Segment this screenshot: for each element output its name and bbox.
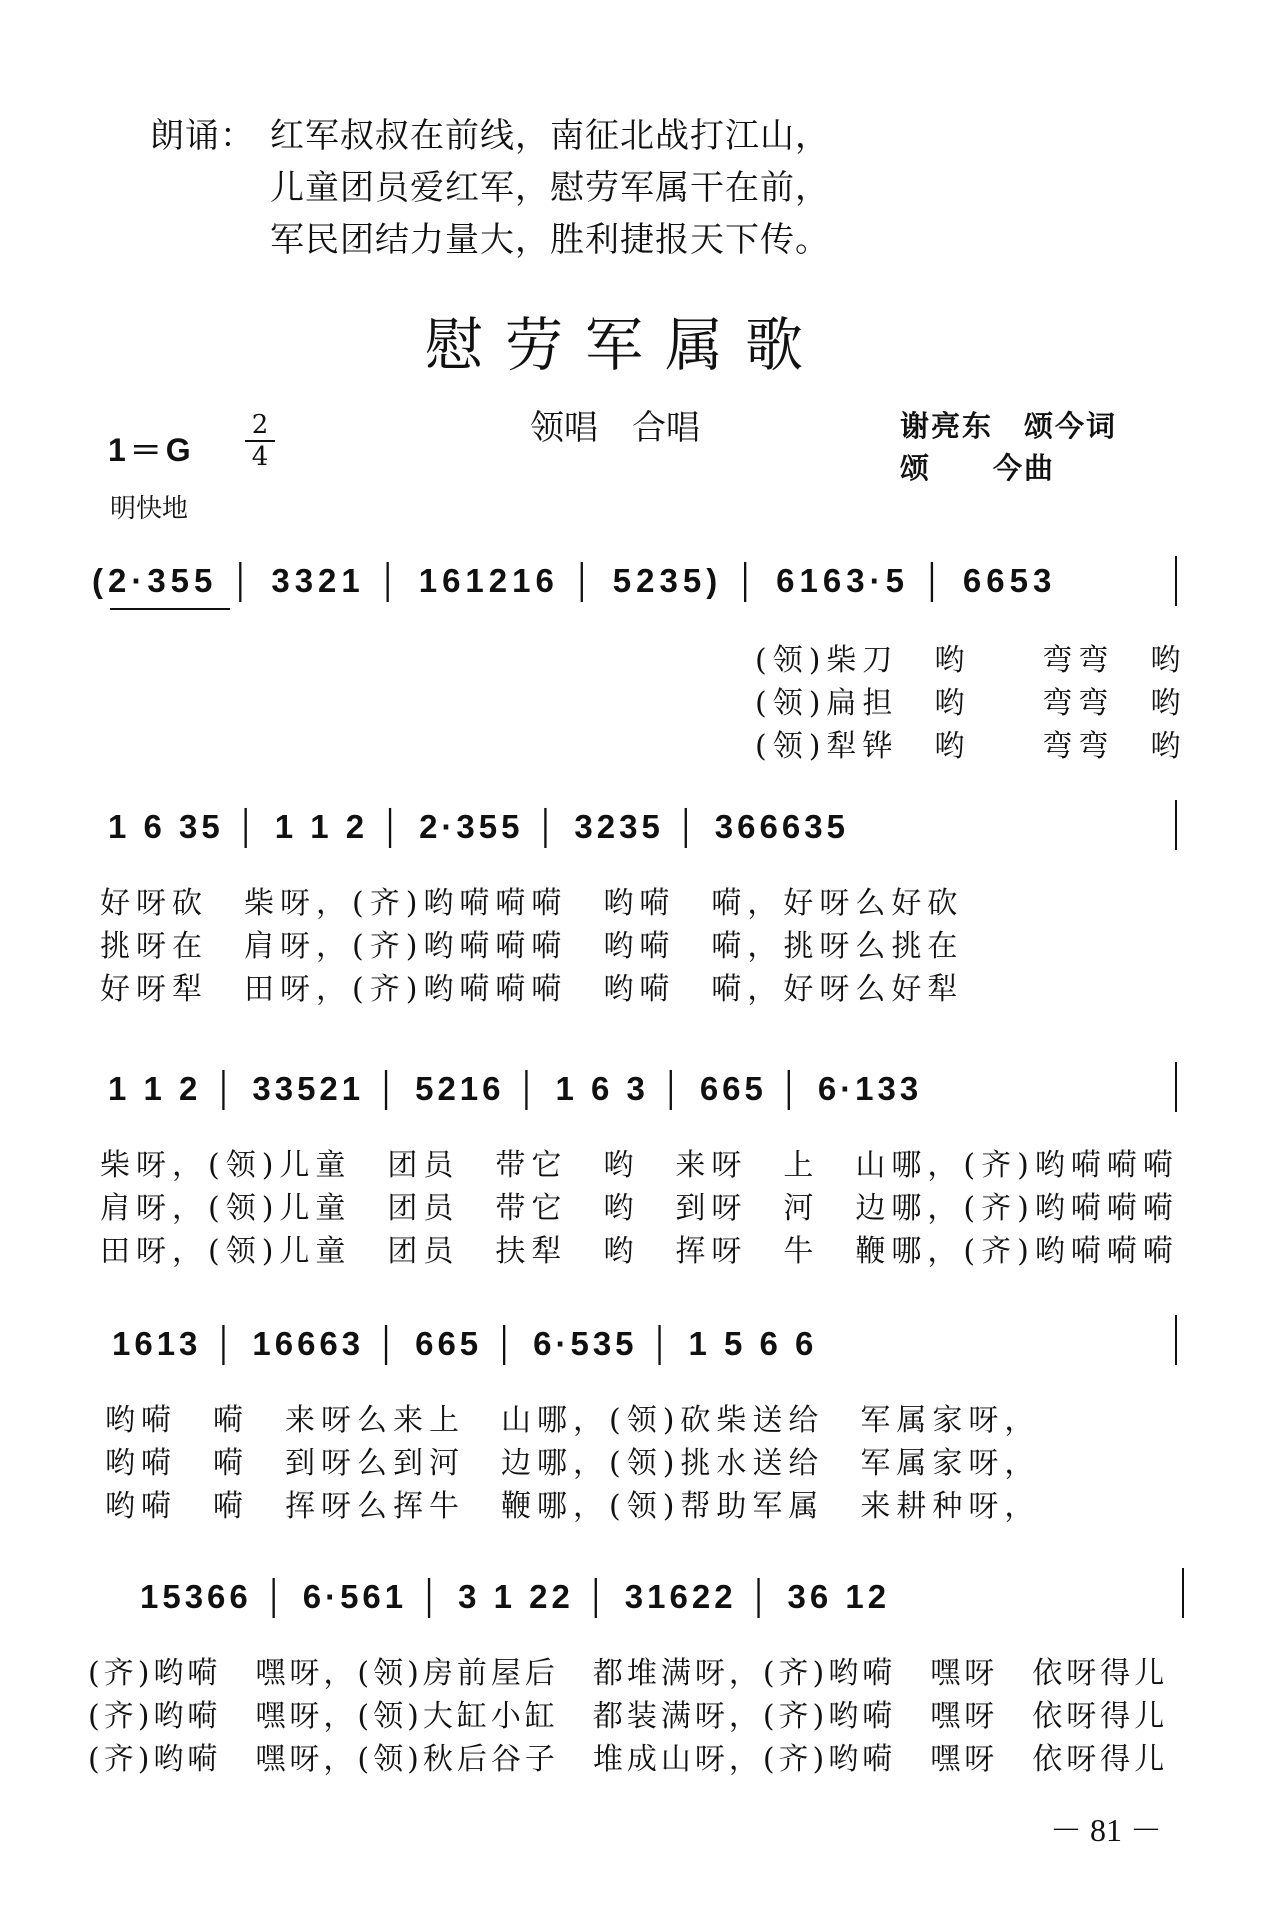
time-numerator: 2 bbox=[251, 410, 269, 440]
song-title: 慰劳军属歌 bbox=[425, 311, 826, 379]
final-barline-4 bbox=[1175, 1315, 1177, 1365]
lyric-s1-v1: (领)柴刀 哟 弯弯 哟 bbox=[755, 643, 1187, 678]
lyric-s4-v3: 哟嗬 嗬 挥呀么挥牛 鞭哪，(领)帮助军属 来耕种呀， bbox=[105, 1489, 1041, 1524]
composer-credit: 颂 今曲 bbox=[900, 451, 1056, 485]
time-denominator: 4 bbox=[251, 442, 269, 472]
final-barline-3 bbox=[1175, 1062, 1177, 1112]
lyric-s1-v3: (领)犁铧 哟 弯弯 哟 bbox=[755, 729, 1187, 764]
lyric-s1-v2: (领)扁担 哟 弯弯 哟 bbox=[755, 686, 1187, 721]
final-barline-2 bbox=[1175, 800, 1177, 850]
time-signature bbox=[245, 410, 275, 472]
lyric-s4-v2: 哟嗬 嗬 到呀么到河 边哪，(领)挑水送给 军属家呀， bbox=[105, 1446, 1041, 1481]
recitation-line-2: 儿童团员爱红军，慰劳军属干在前， bbox=[270, 168, 830, 208]
lyric-s2-v2: 挑呀在 肩呀，(齐)哟嗬嗬嗬 哟嗬 嗬，挑呀么挑在 bbox=[100, 929, 964, 964]
lyric-s3-v3: 田呀，(领)儿童 团员 扶犁 哟 挥呀 牛 鞭哪，(齐)哟嗬嗬嗬 bbox=[100, 1234, 1179, 1269]
lyric-s2-v1: 好呀砍 柴呀，(齐)哟嗬嗬嗬 哟嗬 嗬，好呀么好砍 bbox=[100, 886, 964, 921]
lyric-s3-v2: 肩呀，(领)儿童 团员 带它 哟 到呀 河 边哪，(齐)哟嗬嗬嗬 bbox=[100, 1191, 1179, 1226]
final-barline-5 bbox=[1182, 1568, 1184, 1618]
notation-system-5: 15366 │ 6·561 │ 3 1 22 │ 31622 │ 36 12 bbox=[140, 1578, 891, 1615]
lyricist-credit: 谢亮东 颂今词 bbox=[900, 409, 1118, 443]
key-signature: 1＝G bbox=[108, 432, 195, 468]
lyric-s5-v2: (齐)哟嗬 嘿呀，(领)大缸小缸 都装满呀，(齐)哟嗬 嘿呀 依呀得儿 bbox=[88, 1699, 1169, 1734]
tempo-marking: 明快地 bbox=[110, 494, 189, 524]
notation-system-3: 1 1 2 │ 33521 │ 5216 │ 1 6 3 │ 665 │ 6·133 bbox=[108, 1070, 923, 1107]
page-number: － 81 － bbox=[1050, 1812, 1163, 1848]
lyric-s3-v1: 柴呀，(领)儿童 团员 带它 哟 来呀 上 山哪，(齐)哟嗬嗬嗬 bbox=[100, 1148, 1179, 1183]
performance-parts: 领唱 合唱 bbox=[530, 408, 700, 448]
final-barline-1 bbox=[1175, 556, 1177, 606]
recitation-line-1: 红军叔叔在前线，南征北战打江山， bbox=[270, 116, 830, 156]
recitation-label: 朗诵： bbox=[150, 116, 255, 156]
underline-1 bbox=[110, 608, 230, 610]
notation-system-1: (2·355 │ 3321 │ 161216 │ 5235) │ 6163·5 │ 6653 bbox=[92, 562, 1057, 599]
lyric-s5-v3: (齐)哟嗬 嘿呀，(领)秋后谷子 堆成山呀，(齐)哟嗬 嘿呀 依呀得儿 bbox=[88, 1742, 1169, 1777]
lyric-s2-v3: 好呀犁 田呀，(齐)哟嗬嗬嗬 哟嗬 嗬，好呀么好犁 bbox=[100, 972, 964, 1007]
notation-system-4: 1613 │ 16663 │ 665 │ 6·535 │ 1 5 6 6 bbox=[112, 1325, 818, 1362]
lyric-s4-v1: 哟嗬 嗬 来呀么来上 山哪，(领)砍柴送给 军属家呀， bbox=[105, 1403, 1041, 1438]
notation-system-2: 1 6 35 │ 1 1 2 │ 2·355 │ 3235 │ 366635 bbox=[108, 808, 849, 845]
recitation-line-3: 军民团结力量大，胜利捷报天下传。 bbox=[270, 220, 830, 260]
lyric-s5-v1: (齐)哟嗬 嘿呀，(领)房前屋后 都堆满呀，(齐)哟嗬 嘿呀 依呀得儿 bbox=[88, 1656, 1169, 1691]
